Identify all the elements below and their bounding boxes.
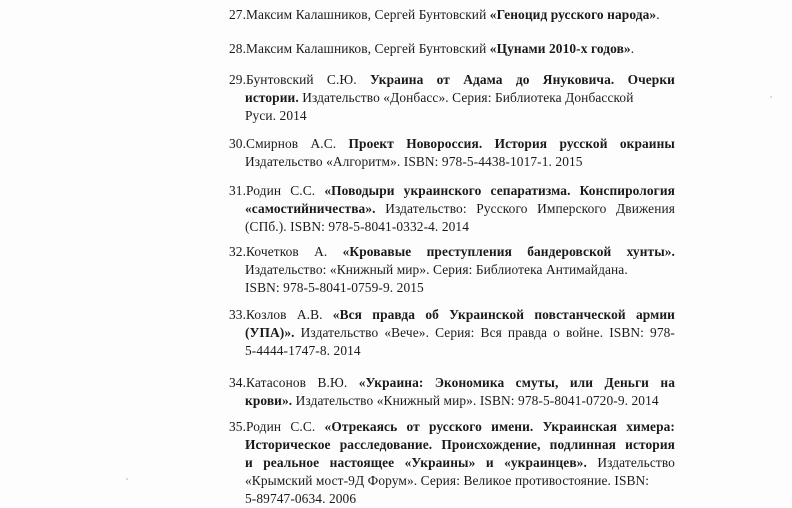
entry-line [229, 6, 675, 24]
entry-title: «Вся правда об Украинской повстанческой армии [332, 307, 675, 322]
entry-title: истории. [245, 90, 299, 105]
entry-publisher: 5-4444-1747-8. 2014 [245, 343, 361, 358]
entry-line [229, 153, 675, 171]
bibliography-entry-33 [229, 306, 675, 360]
entry-number: 33. [229, 307, 247, 322]
entry-line [229, 200, 675, 218]
entry-authors: Родин С.С. [246, 183, 325, 198]
entry-line [229, 374, 675, 392]
entry-title: Проект Новороссия. История русской окраины [348, 136, 675, 151]
entry-title: «самостийничества». [245, 201, 376, 216]
entry-title: Историческое расследование. Происхождение, подлинная история [245, 437, 675, 452]
entry-publisher: Издательство «Донбасс». Серия: Библиотека Донбасской [298, 90, 634, 105]
entry-title: крови». [245, 393, 293, 408]
entry-line [229, 454, 675, 472]
entry-title: и реальное настоящее «Украины» и «украинцев». [245, 455, 587, 470]
entry-number: 34. [229, 375, 247, 390]
bibliography-entry-30 [229, 135, 675, 171]
entry-number: 32. [229, 244, 247, 259]
entry-number: 30. [229, 136, 247, 151]
entry-tail: . [656, 7, 660, 22]
entry-title: Украина от Адама до Януковича. Очерки [369, 72, 675, 87]
entry-authors: Катасонов В.Ю. [246, 375, 359, 390]
entry-line [229, 324, 675, 342]
entry-line [229, 392, 675, 410]
entry-line [229, 40, 675, 58]
bibliography-entry-32 [229, 243, 675, 297]
entry-line [229, 418, 675, 436]
entry-title: «Отрекаясь от русского имени. Украинская химера: [324, 419, 675, 434]
entry-publisher: Издательство «Алгоритм». ISBN: 978-5-4438-1017-1. 2015 [245, 154, 583, 169]
entry-publisher: Издательство [586, 455, 675, 470]
entry-title: (УПА)». [245, 325, 295, 340]
bibliography-entry-27 [229, 6, 675, 24]
entry-line [229, 71, 675, 89]
entry-authors: Родин С.С. [246, 419, 325, 434]
entry-authors: Козлов А.В. [246, 307, 333, 322]
scan-artifact [770, 96, 772, 98]
entry-title: «Украина: Экономика смуты, или Деньги на [358, 375, 676, 390]
entry-line [229, 306, 675, 324]
entry-authors: Максим Калашников, Сергей Бунтовский [246, 7, 490, 22]
entry-number: 29. [229, 72, 247, 87]
entry-line [229, 436, 675, 454]
entry-line [229, 472, 675, 490]
bibliography-entry-28 [229, 40, 675, 58]
entry-authors: Смирнов А.С. [246, 136, 349, 151]
entry-line [229, 243, 675, 261]
entry-title: «Поводыри украинского сепаратизма. Конспирология [324, 183, 676, 198]
entry-publisher: 5-89747-0634. 2006 [245, 491, 357, 506]
entry-publisher: Руси. 2014 [245, 108, 307, 123]
bibliography-entry-29 [229, 71, 675, 125]
entry-line [229, 135, 675, 153]
entry-publisher: (СПб.). ISBN: 978-5-8041-0332-4. 2014 [245, 219, 470, 234]
entry-line [229, 490, 675, 508]
entry-title: «Цунами 2010-х годов» [489, 41, 631, 56]
entry-title: «Кровавые преступления бандеровской хунты». [342, 244, 675, 259]
entry-number: 28. [229, 41, 247, 56]
entry-line [229, 218, 675, 236]
entry-publisher: Издательство «Книжный мир». ISBN: 978-5-8041-0720-9. 2014 [292, 393, 659, 408]
entry-tail: . [630, 41, 635, 56]
entry-number: 27. [229, 7, 247, 22]
entry-number: 35. [229, 419, 247, 434]
entry-authors: Максим Калашников, Сергей Бунтовский [246, 41, 490, 56]
entry-publisher: Издательство: Русского Имперского Движения [375, 201, 675, 216]
entry-line [229, 182, 675, 200]
entry-number: 31. [229, 183, 247, 198]
entry-authors: Кочетков А. [246, 244, 343, 259]
bibliography-entry-35 [229, 418, 675, 508]
scan-artifact [126, 478, 128, 480]
entry-line [229, 261, 675, 279]
entry-title: «Геноцид русского народа» [489, 7, 657, 22]
entry-line [229, 107, 675, 125]
entry-publisher: Издательство «Вече». Серия: Вся правда о войне. ISBN: 978- [294, 325, 675, 340]
bibliography-entry-31 [229, 182, 675, 236]
entry-publisher: Издательство: «Книжный мир». Серия: Библиотека Антимайдана. [245, 262, 628, 277]
bibliography-entry-34 [229, 374, 675, 410]
entry-line [229, 89, 675, 107]
entry-authors: Бунтовский С.Ю. [246, 72, 370, 87]
entry-line [229, 279, 675, 297]
entry-line [229, 342, 675, 360]
entry-publisher: «Крымский мост-9Д Форум». Серия: Великое противостояние. ISBN: [245, 473, 650, 488]
entry-publisher: ISBN: 978-5-8041-0759-9. 2015 [245, 280, 424, 295]
